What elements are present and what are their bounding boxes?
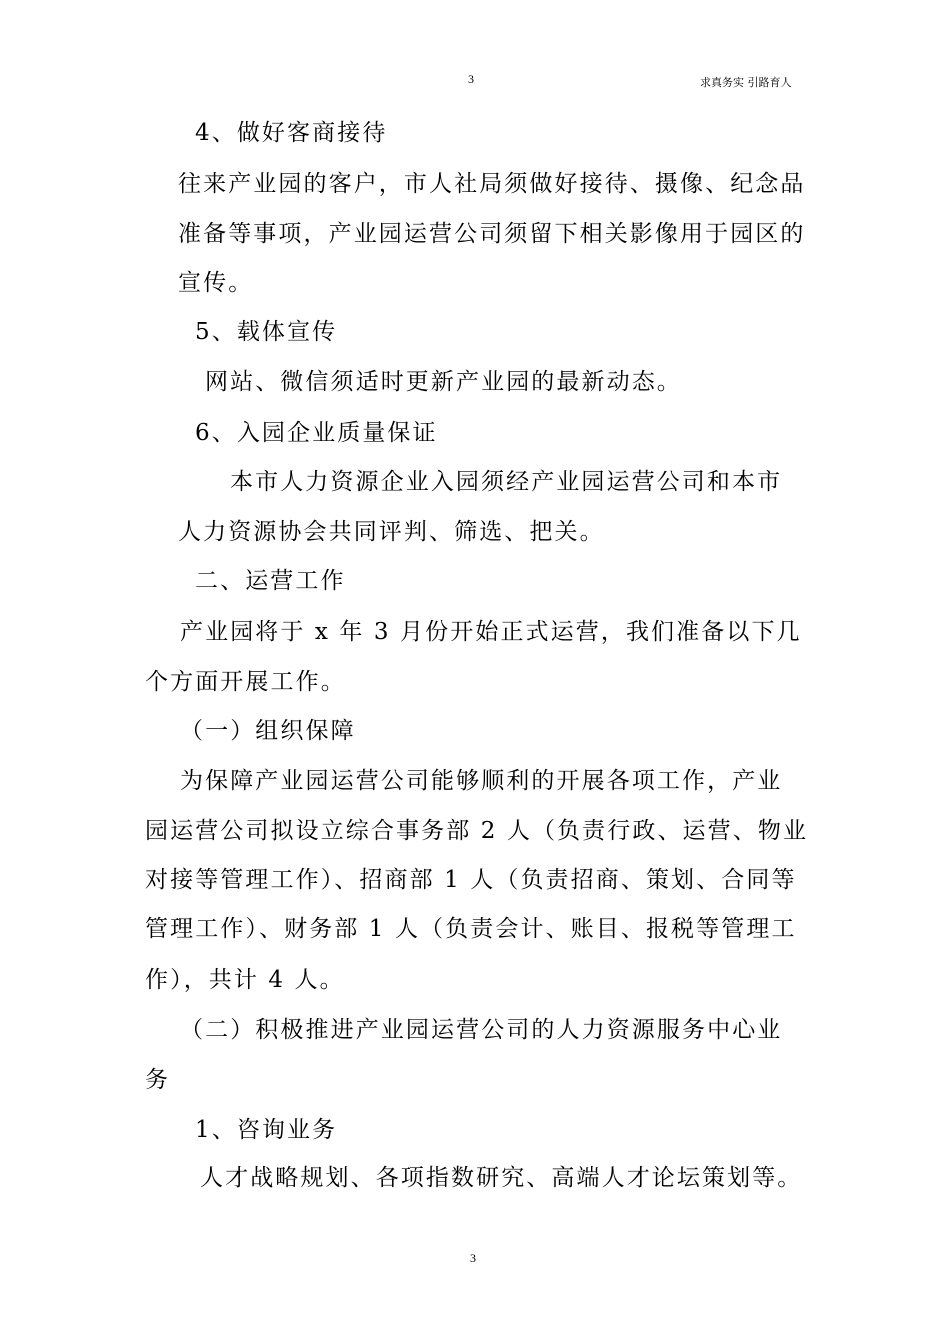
paragraph-line: 本市人力资源企业入园须经产业园运营公司和本市 <box>230 469 783 495</box>
paragraph-line: 为保障产业园运营公司能够顺利的开展各项工作，产业 <box>180 768 783 794</box>
paragraph-line: 宣传。 <box>178 270 254 296</box>
heading-reception: 4、做好客商接待 <box>195 120 388 146</box>
heading-organization: （一）组织保障 <box>180 718 356 744</box>
paragraph-line: 往来产业园的客户，市人社局须做好接待、摄像、纪念品 <box>178 171 806 197</box>
header-page-number: 3 <box>468 72 474 86</box>
paragraph-line: 人才战略规划、各项指数研究、高端人才论坛策划等。 <box>200 1165 803 1191</box>
paragraph-line: 对接等管理工作）、招商部 1 人（负责招商、策划、合同等 <box>145 867 797 893</box>
heading-carrier-promotion: 5、载体宣传 <box>195 319 338 345</box>
paragraph-line: 园运营公司拟设立综合事务部 2 人（负责行政、运营、物业 <box>145 818 809 844</box>
heading-hr-service: （二）积极推进产业园运营公司的人力资源服务中心业 <box>180 1017 783 1043</box>
paragraph-line: 准备等事项，产业园运营公司须留下相关影像用于园区的 <box>178 221 806 247</box>
paragraph-line: 网站、微信须适时更新产业园的最新动态。 <box>205 369 682 395</box>
header-motto: 求真务实 引路育人 <box>700 76 792 89</box>
paragraph-line: 人力资源协会共同评判、筛选、把关。 <box>178 519 605 545</box>
heading-operations: 二、运营工作 <box>195 568 346 594</box>
footer-page-number: 3 <box>470 1251 476 1265</box>
paragraph-line: 管理工作）、财务部 1 人（负责会计、账目、报税等管理工 <box>145 916 797 942</box>
paragraph-line: 作），共计 4 人。 <box>145 967 345 993</box>
heading-consulting: 1、咨询业务 <box>195 1117 338 1143</box>
heading-quality-assurance: 6、入园企业质量保证 <box>195 420 438 446</box>
paragraph-line: 产业园将于 x 年 3 月份开始正式运营，我们准备以下几 <box>180 619 802 645</box>
paragraph-line: 务 <box>145 1067 171 1093</box>
paragraph-line: 个方面开展工作。 <box>145 669 346 695</box>
